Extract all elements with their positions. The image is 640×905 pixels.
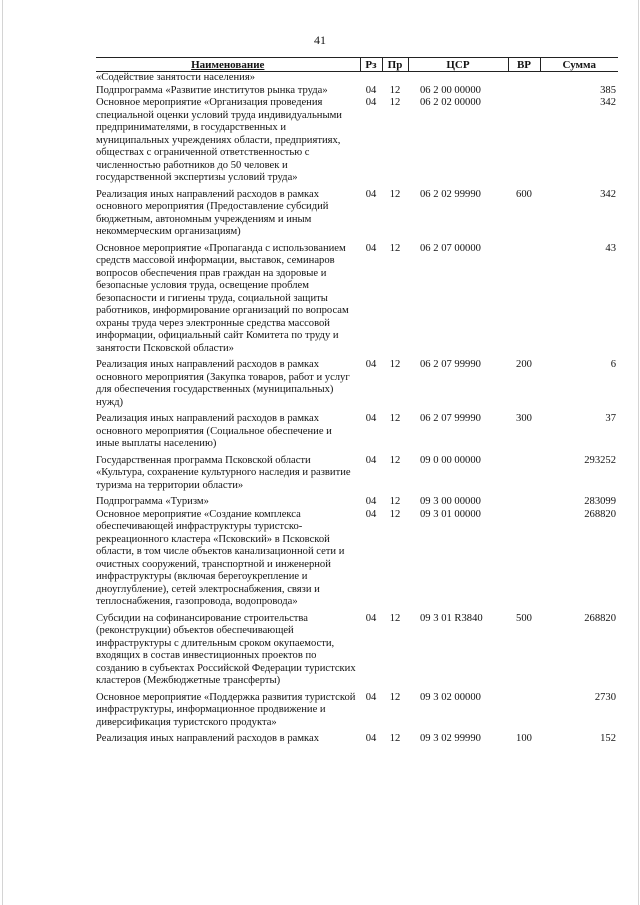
- row-name: Реализация иных направлений расходов в рамках основного мероприятия (Предоставление субсидий бюджетным, автономным учреждениям и иным некоммерческим организациям): [96, 188, 329, 237]
- row-name: Основное мероприятие «Поддержка развития туристской инфраструктуры, информационное продвижение и диверсификация туристского продукта»: [96, 691, 356, 728]
- table-row: [96, 692, 618, 734]
- row-name: Субсидии на софинансирование строительства (реконструкции) объектов обеспечивающей инфраструктуры с длительным сроком окупаемости, входящих в состав инвестиционных проектов по созданию в субъектах Российской Федерации туристских кластеров (Межбюджетные трансферты): [96, 612, 356, 686]
- budget-table: [96, 57, 618, 746]
- row-csr: 09 3 02 99990: [420, 733, 481, 744]
- row-pr: 12: [389, 508, 401, 520]
- table-row: [96, 455, 618, 497]
- table-row: [96, 359, 618, 413]
- row-csr: 06 2 07 99990: [420, 359, 481, 370]
- row-csr: 06 2 02 99990: [420, 188, 481, 200]
- row-name: Подпрограмма «Туризм»: [96, 496, 209, 507]
- row-sum: 342: [600, 188, 616, 200]
- row-csr: 09 0 00 00000: [420, 454, 481, 466]
- scan-left-edge: [2, 0, 3, 905]
- row-vr: 300: [516, 413, 532, 424]
- row-csr: 09 3 00 00000: [420, 496, 481, 507]
- row-pr: 12: [389, 84, 401, 96]
- row-sum: 385: [600, 84, 616, 96]
- row-rz: 04: [365, 413, 377, 424]
- table-row: [96, 243, 618, 360]
- header-vr: ВР: [508, 58, 540, 72]
- row-rz: 04: [365, 454, 377, 466]
- row-vr: 200: [516, 359, 532, 370]
- row-vr: [508, 97, 540, 189]
- row-csr: 06 2 02 00000: [420, 97, 481, 108]
- row-rz: 04: [365, 691, 377, 703]
- row-csr: 06 2 07 99990: [420, 413, 481, 424]
- table-row: [96, 85, 618, 98]
- row-sum: 268820: [584, 612, 616, 624]
- row-vr: [508, 496, 540, 509]
- row-sum: 43: [605, 242, 616, 254]
- row-pr: 12: [389, 413, 401, 424]
- row-vr: [508, 455, 540, 497]
- row-vr: [508, 243, 540, 360]
- row-csr: 06 2 07 00000: [420, 242, 481, 254]
- row-sum: 293252: [584, 454, 616, 466]
- row-pr: 12: [389, 359, 401, 370]
- header-csr: ЦСР: [408, 58, 508, 72]
- row-rz: 04: [365, 496, 377, 507]
- row-pr: 12: [389, 97, 401, 108]
- table-row: [96, 496, 618, 509]
- table-row: [96, 733, 618, 746]
- table-row: [96, 413, 618, 455]
- table-row: [96, 613, 618, 692]
- row-vr: 500: [516, 612, 532, 624]
- row-vr: [508, 692, 540, 734]
- row-name: Реализация иных направлений расходов в рамках: [96, 733, 320, 744]
- row-rz: 04: [365, 612, 377, 624]
- row-vr: [508, 509, 540, 613]
- row-name: Основное мероприятие «Создание комплекса обеспечивающей инфраструктуры туристско-рекреационного кластера «Псковский» в Псковской области, в том числе объектов канализационной сети и очистных сооружений, транспортной и инженерной инфраструктуры (включая берегоукрепление и дноуглубление), сетей электроснабжения, связи и теплоснабжения, газопровода, водопровода»: [96, 508, 345, 607]
- header-sum: Сумма: [540, 58, 618, 72]
- row-csr: 09 3 01 00000: [420, 508, 481, 520]
- row-pr: 12: [389, 242, 401, 254]
- row-pr: 12: [389, 454, 401, 466]
- row-name: Реализация иных направлений расходов в рамках основного мероприятия (Социальное обеспечение и иные выплаты населению): [96, 413, 332, 449]
- row-sum: [540, 72, 618, 85]
- row-rz: 04: [365, 97, 377, 108]
- header-rz: Рз: [360, 58, 382, 72]
- row-pr: 12: [389, 691, 401, 703]
- row-name: Основное мероприятие «Пропаганда с использованием средств массовой информации, выставок, семинаров вопросов обеспечения прав граждан на здоровые и безопасные условия труда, освещение проблем безопасности и гигиены труда, социальной защиты работников, информирование организаций по вопросам охраны труда через электронные средства массовой информации, официальный сайт Комитета по труду и занятости Псковской области»: [96, 242, 349, 354]
- row-vr: 100: [516, 733, 532, 744]
- scan-right-edge: [638, 0, 639, 905]
- row-rz: 04: [365, 359, 377, 370]
- row-name: «Содействие занятости населения»: [96, 72, 255, 83]
- table-row: [96, 97, 618, 189]
- row-pr: 12: [389, 188, 401, 200]
- table-header-row: [96, 58, 618, 72]
- table-row: [96, 189, 618, 243]
- table-row: [96, 509, 618, 613]
- row-rz: [360, 72, 382, 85]
- row-name: Государственная программа Псковской области «Культура, сохранение культурного наследия и развитие туризма на территории области»: [96, 454, 351, 491]
- row-rz: 04: [365, 188, 377, 200]
- row-pr: 12: [389, 733, 401, 744]
- row-rz: 04: [365, 508, 377, 520]
- row-pr: 12: [389, 612, 401, 624]
- header-pr: Пр: [382, 58, 408, 72]
- row-csr: 06 2 00 00000: [420, 84, 481, 96]
- row-rz: 04: [365, 242, 377, 254]
- row-csr: 09 3 01 R3840: [420, 612, 483, 624]
- row-sum: 268820: [584, 508, 616, 520]
- row-sum: 37: [605, 413, 616, 424]
- row-sum: 283099: [584, 496, 616, 507]
- row-sum: 2730: [594, 691, 616, 703]
- row-name: Основное мероприятие «Организация проведения специальной оценки условий труда индивидуальными предпринимателями, в государственных и муниципальных учреждениях области, предприятиях, обществах с ограниченной ответственностью с численностью работников до 50 человек и государственной экспертизы условий труда»: [96, 97, 342, 183]
- row-sum: 152: [600, 733, 616, 744]
- row-name: Подпрограмма «Развитие институтов рынка труда»: [96, 84, 328, 96]
- page-number: 41: [314, 33, 326, 47]
- row-vr: [508, 85, 540, 98]
- row-csr: 09 3 02 00000: [420, 691, 481, 703]
- table-row: [96, 72, 618, 85]
- row-sum: 6: [610, 359, 616, 370]
- row-pr: 12: [389, 496, 401, 507]
- row-name: Реализация иных направлений расходов в рамках основного мероприятия (Закупка товаров, работ и услуг для обеспечения государственных (муниципальных) нужд): [96, 359, 350, 408]
- row-vr: 600: [516, 188, 532, 200]
- row-sum: 342: [600, 97, 616, 108]
- row-vr: [508, 72, 540, 85]
- row-pr: [382, 72, 408, 85]
- row-rz: 04: [365, 84, 377, 96]
- header-name: Наименование: [96, 58, 360, 72]
- row-csr: [408, 72, 508, 85]
- row-rz: 04: [365, 733, 377, 744]
